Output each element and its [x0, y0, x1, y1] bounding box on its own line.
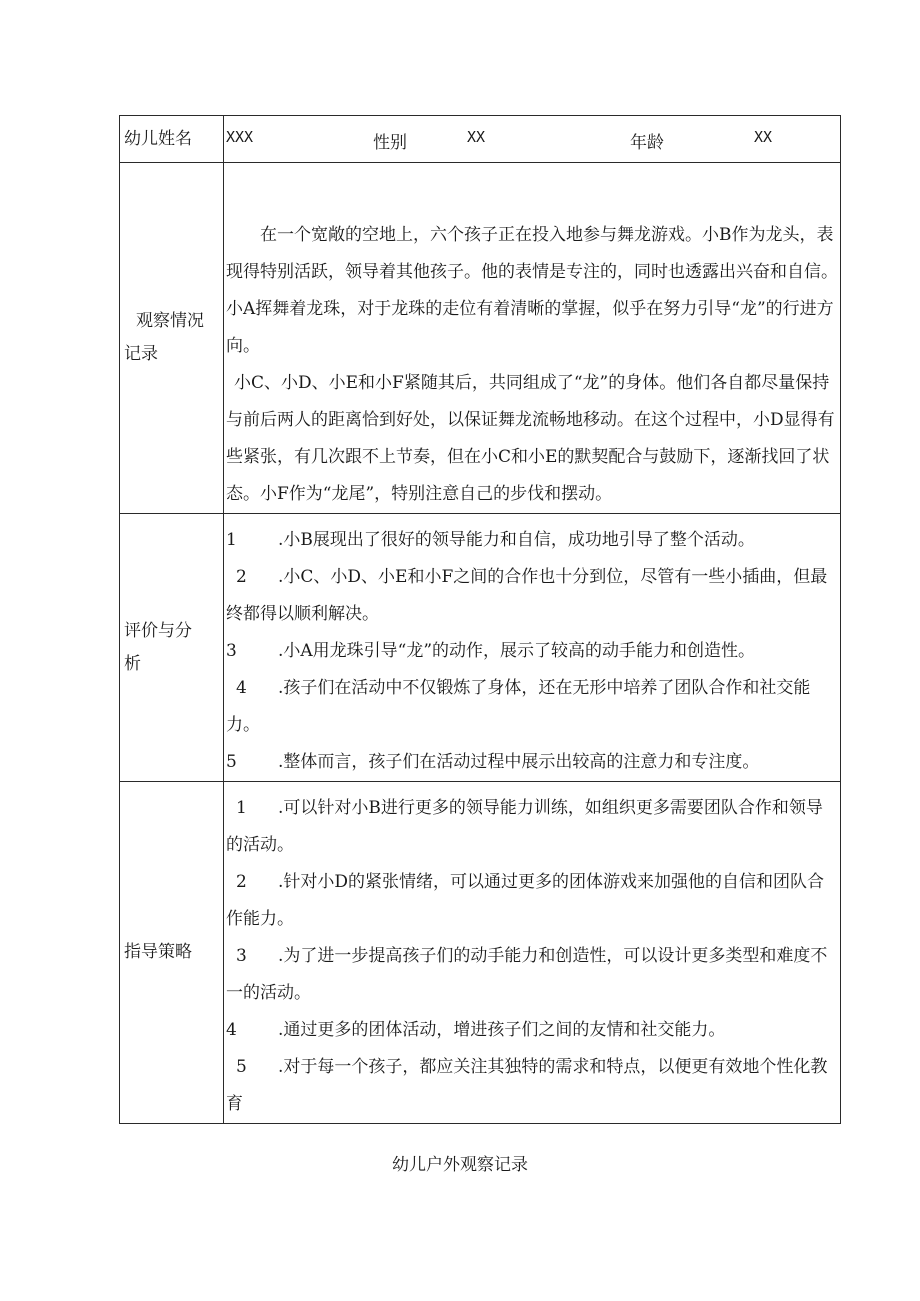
guidance-item-number: 4: [226, 1020, 237, 1040]
observation-table: [119, 115, 841, 1124]
evaluation-content: [224, 514, 841, 782]
guidance-item-text: .针对小D的紧张情绪，可以通过更多的团体游戏来加强他的自信和团队合作能力。: [226, 872, 825, 929]
observation-label-line2: 记录: [124, 344, 158, 364]
evaluation-item: [226, 633, 838, 670]
observation-label-line1: 观察情况: [136, 311, 204, 331]
guidance-item: [226, 1049, 838, 1123]
guidance-item: [226, 790, 838, 864]
info-values: [224, 116, 841, 163]
name-value: XXX: [226, 128, 254, 146]
guidance-item: [226, 938, 838, 1012]
age-label: 年龄: [630, 133, 664, 153]
guidance-label: 指导策略: [120, 782, 224, 1124]
guidance-item-number: 3: [236, 946, 247, 966]
guidance-content: [224, 782, 841, 1124]
evaluation-item-text: .小B展现出了很好的领导能力和自信，成功地引导了整个活动。: [278, 530, 755, 550]
evaluation-item: [226, 522, 838, 559]
evaluation-item-number: 2: [236, 567, 247, 587]
gender-value: XX: [467, 128, 486, 146]
name-label: 幼儿姓名: [120, 116, 224, 163]
guidance-item-text: .为了进一步提高孩子们的动手能力和创造性，可以设计更多类型和难度不一的活动。: [226, 946, 828, 1003]
evaluation-item-number: 3: [226, 641, 237, 661]
guidance-item: [226, 1012, 838, 1049]
observation-paragraph-1: 在一个宽敞的空地上，六个孩子正在投入地参与舞龙游戏。小B作为龙头，表现得特别活跃，领导着其他孩子。他的表情是专注的，同时也透露出兴奋和自信。小A挥舞着龙珠，对于龙珠的走位有着清晰的掌握，似乎在努力引导“龙”的行进方向。: [226, 225, 838, 356]
guidance-item-number: 1: [236, 798, 247, 818]
evaluation-item: [226, 559, 838, 633]
evaluation-row: [120, 514, 841, 782]
evaluation-item: [226, 744, 838, 781]
observation-row: [120, 163, 841, 514]
evaluation-item-number: 5: [226, 752, 237, 772]
age-value: XX: [754, 128, 773, 146]
observation-content: [224, 163, 841, 514]
evaluation-item-number: 1: [226, 530, 237, 550]
evaluation-item-text: .孩子们在活动中不仅锻炼了身体，还在无形中培养了团队合作和社交能力。: [226, 678, 811, 735]
footer-title: 幼儿户外观察记录: [392, 1155, 528, 1175]
gender-label: 性别: [373, 133, 407, 153]
guidance-item-number: 5: [236, 1057, 247, 1077]
evaluation-label-line2: 析: [124, 653, 141, 674]
guidance-row: [120, 782, 841, 1124]
evaluation-item-text: .小C、小D、小E和小F之间的合作也十分到位，尽管有一些小插曲，但最终都得以顺利解决。: [226, 567, 828, 624]
guidance-item-number: 2: [236, 872, 247, 892]
observation-paragraph-2: 小C、小D、小E和小F紧随其后，共同组成了“龙”的身体。他们各自都尽量保持与前后两人的距离恰到好处，以保证舞龙流畅地移动。在这个过程中，小D显得有些紧张，有几次跟不上节奏，但在小C和小E的默契配合与鼓励下，逐渐找回了状态。小F作为“龙尾”，特别注意自己的步伐和摆动。: [226, 373, 835, 504]
guidance-item-text: .对于每一个孩子，都应关注其独特的需求和特点，以便更有效地个性化教育: [226, 1057, 828, 1114]
guidance-item: [226, 864, 838, 938]
evaluation-label-line1: 评价与分: [124, 620, 192, 641]
evaluation-label: [120, 514, 224, 782]
evaluation-item-text: .小A用龙珠引导“龙”的动作，展示了较高的动手能力和创造性。: [278, 641, 756, 661]
guidance-item-text: .可以针对小B进行更多的领导能力训练，如组织更多需要团队合作和领导的活动。: [226, 798, 823, 855]
evaluation-item: [226, 670, 838, 744]
evaluation-item-text: .整体而言，孩子们在活动过程中展示出较高的注意力和专注度。: [278, 752, 760, 772]
observation-label: [120, 163, 224, 514]
guidance-item-text: .通过更多的团体活动，增进孩子们之间的友情和社交能力。: [278, 1020, 726, 1040]
evaluation-item-number: 4: [236, 678, 247, 698]
info-row: [120, 116, 841, 163]
